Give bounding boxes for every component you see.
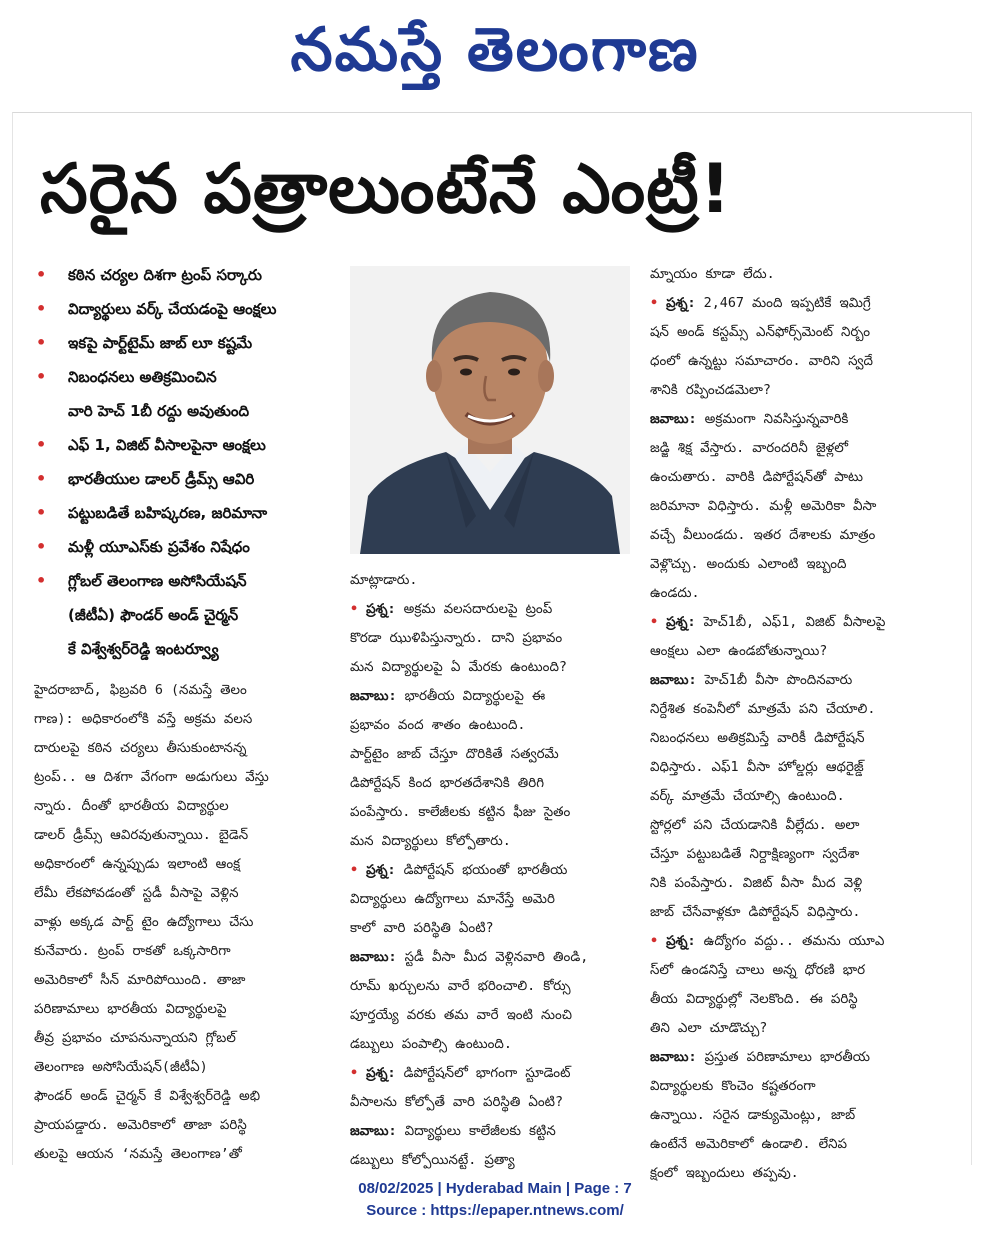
question-line	[650, 985, 950, 1014]
answer-text: విధిస్తారు. ఎఫ్1 వీసా హోల్డర్లు ఆథరైజ్డ్	[650, 760, 864, 775]
bullet-dot-icon: •	[650, 934, 667, 949]
answer-line	[650, 753, 950, 782]
answer-line	[650, 463, 950, 492]
bullet-dot-icon: •	[36, 435, 47, 454]
answer-text: నిర్దేశిత కంపెనీలో మాత్రమే పని చేయాలి.	[650, 702, 876, 717]
answer-text: నికి పంపేస్తారు. విజిట్ వీసా మీద వెళ్లి	[650, 876, 863, 891]
question-line	[650, 1014, 950, 1043]
body-line: ఫౌండర్ అండ్ చైర్మన్ కే విశ్వేశ్వర్‌రెడ్డి అభి	[34, 1089, 261, 1104]
bullet-dot-icon: •	[36, 265, 47, 284]
question-label: ప్రశ్న:	[666, 934, 696, 949]
question-line	[350, 885, 632, 914]
answer-line	[350, 769, 632, 798]
question-line	[350, 624, 632, 653]
answer-line	[650, 1043, 950, 1072]
question-text: వీసాలను కోల్పోతే వారి పరిస్థితి ఏంటి?	[350, 1095, 564, 1110]
body-line: పరిణామాలు భారతీయ విద్యార్థులపై	[34, 1002, 227, 1017]
answer-text: వచ్చే వీలుండదు. ఇతర దేశాలకు మాత్రం	[650, 528, 876, 543]
bullet-text: ఇకపై పార్ట్‌టైమ్ జాబ్ లూ కష్టమే	[68, 334, 253, 352]
question-line	[650, 637, 950, 666]
question-text: ధంలో ఉన్నట్టు సమాచారం. వారిని స్వదే	[650, 354, 873, 369]
answer-line	[650, 811, 950, 840]
body-line: దారులపై కఠిన చర్యలు తీసుకుంటానన్న	[34, 741, 247, 756]
bullet-dot-icon: •	[36, 299, 47, 318]
answer-text: చేస్తూ పట్టుబడితే నిర్దాక్షిణ్యంగా స్వదేశా	[650, 847, 860, 862]
answer-line	[650, 869, 950, 898]
answer-line	[350, 1117, 632, 1146]
answer-text: డిపోర్టేషన్ కింద భారతదేశానికి తిరిగి	[350, 776, 545, 791]
answer-label: జవాబు:	[350, 689, 397, 704]
answer-label: జవాబు:	[350, 1124, 397, 1139]
answer-line	[350, 740, 632, 769]
bullet-dot-icon: •	[350, 1066, 367, 1081]
answer-line	[650, 1130, 950, 1159]
bullet-text: గ్లోబల్ తెలంగాణ అసోసియేషన్	[68, 572, 247, 590]
bullet-list	[28, 258, 340, 666]
column-2	[350, 566, 632, 1175]
bullet-item	[28, 428, 340, 462]
question-label: ప్రశ్న:	[666, 296, 696, 311]
question-text: తీయ విద్యార్థుల్లో నెలకొంది. ఈ పరిస్థి	[650, 992, 858, 1007]
answer-line	[650, 898, 950, 927]
question-text: డిపోర్టేషన్‌లో భాగంగా స్టూడెంట్	[403, 1066, 571, 1081]
answer-line	[350, 682, 632, 711]
question-label: ప్రశ్న:	[366, 602, 396, 617]
answer-text: పార్ట్‌టైం జాబ్ చేస్తూ దొరికితే సత్వరమే	[350, 747, 559, 762]
question-line	[350, 595, 632, 624]
question-text: డిపోర్టేషన్ భయంతో భారతీయ	[403, 863, 568, 878]
body-line: తెలంగాణ అసోసియేషన్(జీటీఏ)	[34, 1060, 208, 1075]
answer-line	[650, 405, 950, 434]
question-text: కొరడా ఝుళిపిస్తున్నారు. దాని ప్రభావం	[350, 631, 563, 646]
answer-text: ప్రభావం వంద శాతం ఉంటుంది.	[350, 718, 526, 733]
answer-label: జవాబు:	[650, 1050, 697, 1065]
question-line	[350, 1059, 632, 1088]
answer-text: విద్యార్థులకు కొంచెం కష్టతరంగా	[650, 1079, 816, 1094]
portrait-illustration	[350, 266, 630, 554]
bullet-item	[28, 326, 340, 360]
body-line: వాళ్లు అక్కడ పార్ట్ టైం ఉద్యోగాలు చేసు	[34, 915, 254, 930]
question-text: 2,467 మంది ఇప్పటికే ఇమిగ్రే	[703, 296, 871, 311]
question-text: హెచ్1బీ, ఎఫ్1, విజిట్ వీసాలపై	[703, 615, 886, 630]
bullet-text: విద్యార్థులు వర్క్ చేయడంపై ఆంక్షలు	[68, 300, 277, 318]
column-3	[650, 260, 950, 1188]
answer-text: హెచ్1బీ వీసా పొందినవారు	[704, 673, 853, 688]
body-line: ప్రాయపడ్డారు. అమెరికాలో తాజా పరిస్థి	[34, 1118, 247, 1133]
question-text: శానికి రప్పించడమెలా?	[650, 383, 771, 398]
bullet-text: కఠిన చర్యల దిశగా ట్రంప్ సర్కారు	[68, 266, 262, 284]
bullet-dot-icon: •	[350, 863, 367, 878]
bullet-item	[28, 564, 340, 666]
masthead	[0, 0, 990, 100]
headline: సరైన పత్రాలుంటేనే ఎంట్రీ!	[40, 150, 732, 229]
bullet-dot-icon: •	[650, 615, 667, 630]
question-line	[350, 1088, 632, 1117]
answer-text: పంపేస్తారు. కాలేజీలకు కట్టిన ఫీజు సైతం	[350, 805, 571, 820]
bullet-item	[28, 496, 340, 530]
bullet-item	[28, 258, 340, 292]
answer-label: జవాబు:	[350, 950, 397, 965]
answer-text: వెళ్లొచ్చు. అందుకు ఎలాంటి ఇబ్బంది	[650, 557, 847, 572]
answer-line	[650, 1101, 950, 1130]
body-line: డాలర్ డ్రీమ్స్ ఆవిరవుతున్నాయి. బైడెన్	[34, 828, 249, 843]
question-text: షన్ అండ్ కస్టమ్స్ ఎన్‌ఫోర్స్‌మెంట్ నిర్బం	[650, 325, 870, 340]
question-line	[350, 914, 632, 943]
bullet-dot-icon: •	[350, 602, 367, 617]
bullet-dot-icon: •	[36, 469, 47, 488]
bullet-dot-icon: •	[36, 333, 47, 352]
answer-text: నిబంధనలు అతిక్రమిస్తే వారికీ డిపోర్టేషన్	[650, 731, 865, 746]
answer-line	[650, 840, 950, 869]
answer-text: ఉన్నాయి. సరైన డాక్యుమెంట్లు, జాబ్	[650, 1108, 856, 1123]
column-1	[34, 676, 339, 1169]
answer-line	[350, 1030, 632, 1059]
body-line: తులపై ఆయన ‘నమస్తే తెలంగాణ’తో	[34, 1147, 242, 1162]
bullet-dot-icon: •	[36, 367, 47, 386]
answer-line	[350, 943, 632, 972]
question-label: ప్రశ్న:	[366, 1066, 396, 1081]
body-line: తీవ్ర ప్రభావం చూపనున్నాయని గ్లోబల్	[34, 1031, 236, 1046]
answer-line	[350, 798, 632, 827]
answer-line	[650, 666, 950, 695]
answer-line	[350, 827, 632, 856]
answer-text: క్షంలో ఇబ్బందులు తప్పవు.	[650, 1166, 799, 1181]
question-line	[650, 956, 950, 985]
question-line	[350, 653, 632, 682]
question-line	[650, 289, 950, 318]
question-text: మన విద్యార్థులపై ఏ మేరకు ఉంటుంది?	[350, 660, 567, 675]
body-line: కునేవారు. ట్రంప్ రాకతో ఒక్కసారిగా	[34, 944, 231, 959]
answer-text: జడ్జి శిక్ష వేస్తారు. వారందరినీ జైళ్లలో	[650, 441, 849, 456]
answer-text: స్టోర్లలో పని చేయడానికి వీల్లేదు. అలా	[650, 818, 860, 833]
newspaper-logo: నమస్తే తెలంగాణ	[290, 15, 700, 85]
answer-line	[350, 1001, 632, 1030]
question-line	[650, 318, 950, 347]
answer-line	[650, 1072, 950, 1101]
answer-text: మన విద్యార్థులు కోల్పోతారు.	[350, 834, 511, 849]
bullet-text: భారతీయుల డాలర్ డ్రీమ్స్ ఆవిరి	[68, 470, 255, 488]
interviewee-photo	[350, 266, 630, 554]
answer-text: రూమ్ ఖర్చులను వారే భరించాలి. కోర్సు	[350, 979, 571, 994]
answer-text: స్టడీ వీసా మీద వెళ్లినవారి తిండి,	[404, 950, 589, 965]
answer-text: డబ్బులు కోల్పోయినట్టే. ప్రత్యా	[350, 1153, 515, 1168]
body-line: న్నారు. దీంతో భారతీయ విద్యార్థుల	[34, 799, 229, 814]
bullet-item	[28, 530, 340, 564]
answer-line	[650, 724, 950, 753]
body-line: ట్రంప్.. ఆ దిశగా వేగంగా అడుగులు వేస్తు	[34, 770, 269, 785]
question-text: విద్యార్థులు ఉద్యోగాలు మానేస్తే అమెరి	[350, 892, 555, 907]
answer-text: జరిమానా విధిస్తారు. మళ్లీ అమెరికా వీసా	[650, 499, 877, 514]
answer-line	[350, 972, 632, 1001]
answer-text: జాబ్ చేసేవాళ్లకూ డిపోర్టేషన్ విధిస్తారు.	[650, 905, 861, 920]
answer-text: ప్రస్తుత పరిణామాలు భారతీయ	[704, 1050, 870, 1065]
answer-label: జవాబు:	[650, 673, 697, 688]
answer-text: వర్క్ మాత్రమే చేయాల్సి ఉంటుంది.	[650, 789, 845, 804]
question-text: తిని ఎలా చూడొచ్చు?	[650, 1021, 768, 1036]
question-label: ప్రశ్న:	[666, 615, 696, 630]
bullet-text: కే విశ్వేశ్వర్‌రెడ్డి ఇంటర్వ్యూ	[68, 640, 219, 658]
answer-text: ఉంటేనే అమెరికాలో ఉండాలి. లేనిప	[650, 1137, 848, 1152]
answer-line	[350, 1146, 632, 1175]
bullet-item	[28, 292, 340, 326]
question-line	[650, 376, 950, 405]
question-text: కాలో వారి పరిస్థితి ఏంటి?	[350, 921, 494, 936]
answer-line	[650, 521, 950, 550]
question-text: ఆంక్షలు ఎలా ఉండబోతున్నాయి?	[650, 644, 828, 659]
bullet-item	[28, 360, 340, 428]
body-line: గాణ): అధికారంలోకి వస్తే అక్రమ వలస	[34, 712, 253, 727]
question-text: స్‌లో ఉండనిస్తే చాలు అన్న ధోరణి భార	[650, 963, 866, 978]
answer-line	[650, 695, 950, 724]
bullet-item	[28, 462, 340, 496]
answer-line	[350, 711, 632, 740]
bullet-text: నిబంధనలు అతిక్రమించిన	[68, 368, 217, 386]
body-line: అధికారంలో ఉన్నప్పుడు ఇలాంటి ఆంక్ష	[34, 857, 241, 872]
question-label: ప్రశ్న:	[366, 863, 396, 878]
answer-text: అక్రమంగా నివసిస్తున్నవారికి	[704, 412, 849, 427]
question-line	[350, 856, 632, 885]
body-line: హైదరాబాద్, ఫిబ్రవరి 6 (నమస్తే తెలం	[34, 683, 247, 698]
bullet-dot-icon: •	[36, 571, 47, 590]
body-line: మాట్లాడారు.	[350, 573, 418, 588]
bullet-text: మళ్లీ యూఎస్‌కు ప్రవేశం నిషేధం	[68, 538, 250, 556]
question-line	[650, 927, 950, 956]
question-text: ఉద్యోగం వద్దు.. తమను యూఎ	[703, 934, 885, 949]
question-line	[650, 608, 950, 637]
answer-line	[650, 782, 950, 811]
answer-line	[650, 550, 950, 579]
answer-text: డబ్బులు పంపాల్సి ఉంటుంది.	[350, 1037, 512, 1052]
footer-source: Source : https://epaper.ntnews.com/	[366, 1202, 624, 1219]
answer-line	[650, 434, 950, 463]
question-line	[650, 347, 950, 376]
bullet-text: పట్టుబడితే బహిష్కరణ, జరిమానా	[68, 504, 268, 522]
answer-label: జవాబు:	[650, 412, 697, 427]
answer-text: ఉండదు.	[650, 586, 700, 601]
answer-line	[650, 492, 950, 521]
answer-text: ఉంచుతారు. వారికి డిపోర్టేషన్‌తో పాటు	[650, 470, 863, 485]
answer-text: పూర్తయ్యే వరకు తమ వారే ఇంటి నుంచి	[350, 1008, 573, 1023]
bullet-dot-icon: •	[650, 296, 667, 311]
body-line: మ్నాయం కూడా లేదు.	[650, 267, 775, 282]
footer-edition: 08/02/2025 | Hyderabad Main | Page : 7	[358, 1180, 632, 1197]
bullet-text: వారి హెచ్ 1బీ రద్దు అవుతుంది	[68, 402, 250, 420]
answer-text: భారతీయ విద్యార్థులపై ఈ	[404, 689, 546, 704]
answer-text: విద్యార్థులు కాలేజీలకు కట్టిన	[404, 1124, 556, 1139]
bullet-text: ఎఫ్ 1, విజిట్ వీసాలపైనా ఆంక్షలు	[68, 436, 266, 454]
body-line: లేమీ లేకపోవడంతో స్టడీ వీసాపై వెళ్లిన	[34, 886, 239, 901]
answer-line	[650, 579, 950, 608]
bullet-dot-icon: •	[36, 503, 47, 522]
question-text: అక్రమ వలసదారులపై ట్రంప్	[403, 602, 553, 617]
body-line: అమెరికాలో సీన్ మారిపోయింది. తాజా	[34, 973, 246, 988]
bullet-text: (జీటీఏ) ఫౌండర్ అండ్ చైర్మన్	[68, 606, 239, 624]
bullet-dot-icon: •	[36, 537, 47, 556]
